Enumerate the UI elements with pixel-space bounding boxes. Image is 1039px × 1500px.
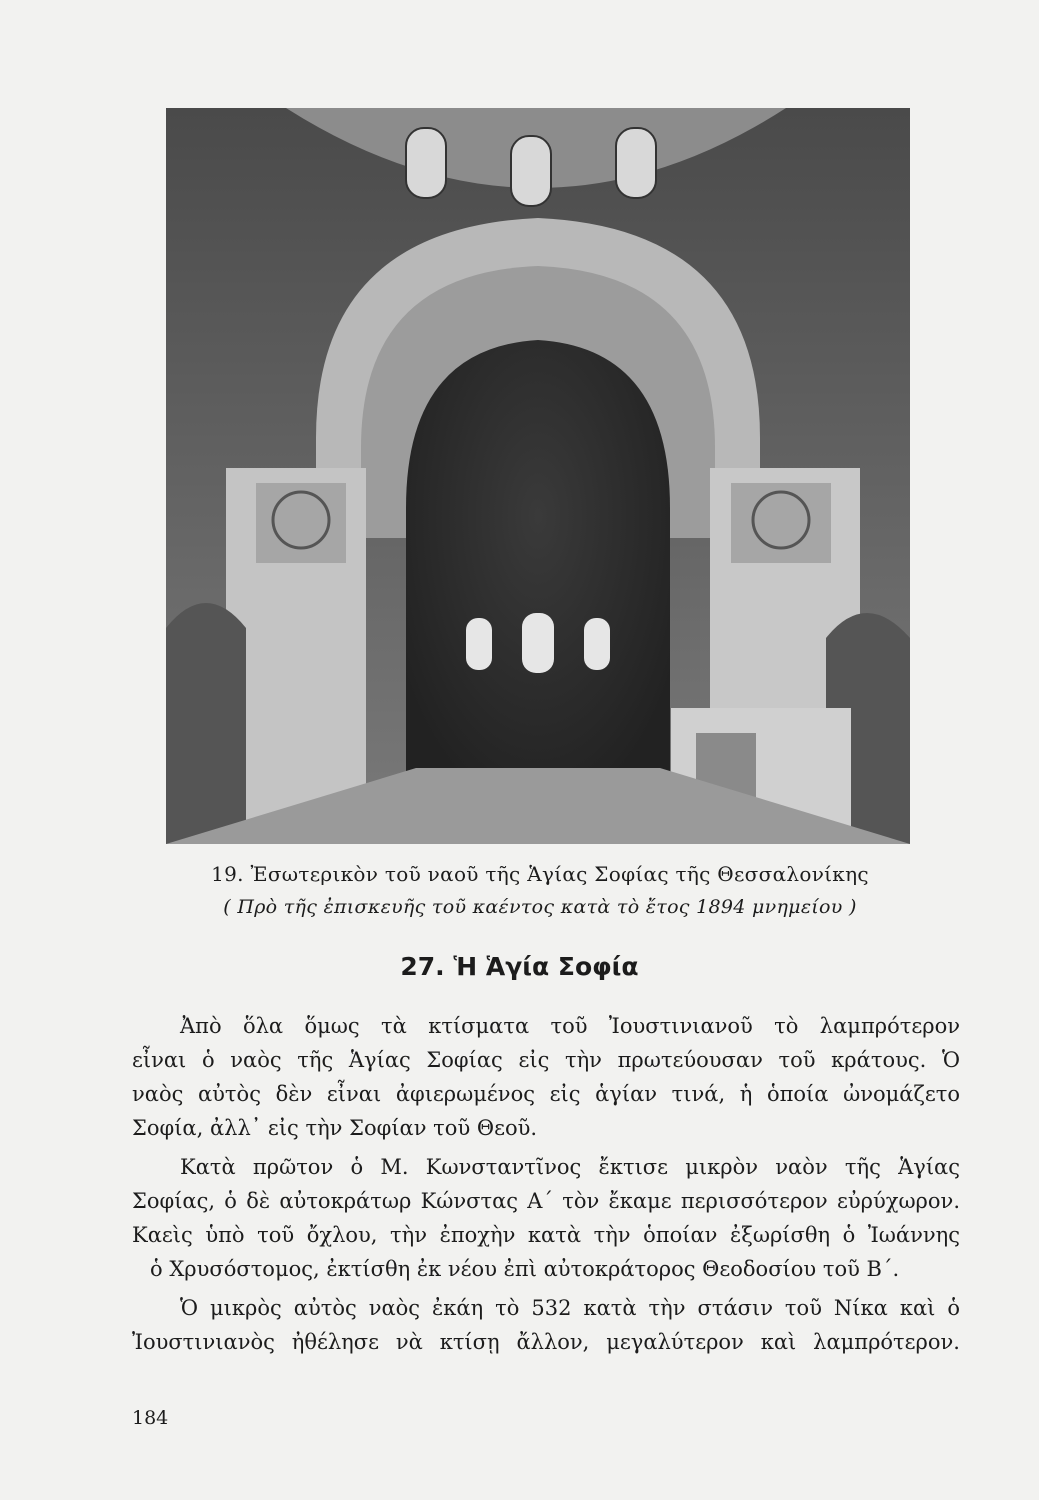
body-line: ὁ Χρυσόστομος, ἐκτίσθη ἐκ νέου ἐπὶ αὐτοκράτορος Θεοδοσίου τοῦ Β΄. [150,1257,900,1281]
body-line: Σοφίας, ὁ δὲ αὐτοκράτωρ Κώνστας Α΄ τὸν ἔκαμε περισσότερον εὐρύχωρον. [132,1189,960,1213]
body-line: Κατὰ πρῶτον ὁ Μ. Κωνσταντῖνος ἔκτισε μικρὸν ναὸν τῆς Ἁγίας [180,1155,960,1179]
section-heading: 27. Ἡ Ἁγία Σοφία [400,952,639,981]
body-line: Ὁ μικρὸς αὐτὸς ναὸς ἐκάη τὸ 532 κατὰ τὴν στάσιν τοῦ Νίκα καὶ ὁ [180,1296,960,1320]
body-line: Ἀπὸ ὅλα ὅμως τὰ κτίσματα τοῦ Ἰουστινιανοῦ τὸ λαμπρότερον [180,1014,960,1038]
page-number: 184 [132,1407,169,1429]
church-interior-illustration [166,108,910,844]
figure-caption-note: ( Πρὸ τῆς ἐπισκευῆς τοῦ καέντος κατὰ τὸ ἔτος 1894 μνημείου ) [223,896,857,918]
figure-caption: 19. Ἐσωτερικὸν τοῦ ναοῦ τῆς Ἁγίας Σοφίας τῆς Θεσσαλονίκης [211,862,869,886]
church-interior-photo [166,108,910,844]
body-line: Σοφία, ἀλλ᾽ εἰς τὴν Σοφίαν τοῦ Θεοῦ. [132,1116,538,1140]
body-line: Ἰουστινιανὸς ἠθέλησε νὰ κτίσῃ ἄλλον, μεγαλύτερον καὶ λαμπρότερον. [132,1330,960,1354]
body-line: εἶναι ὁ ναὸς τῆς Ἁγίας Σοφίας εἰς τὴν πρωτεύουσαν τοῦ κράτους. Ὁ [132,1048,960,1072]
body-line: ναὸς αὐτὸς δὲν εἶναι ἀφιερωμένος εἰς ἁγίαν τινά, ἡ ὁποία ὠνομάζετο [132,1082,960,1106]
body-line: Καεὶς ὑπὸ τοῦ ὄχλου, τὴν ἐποχὴν κατὰ τὴν ὁποίαν ἐξωρίσθη ὁ Ἰωάννης [132,1223,960,1247]
